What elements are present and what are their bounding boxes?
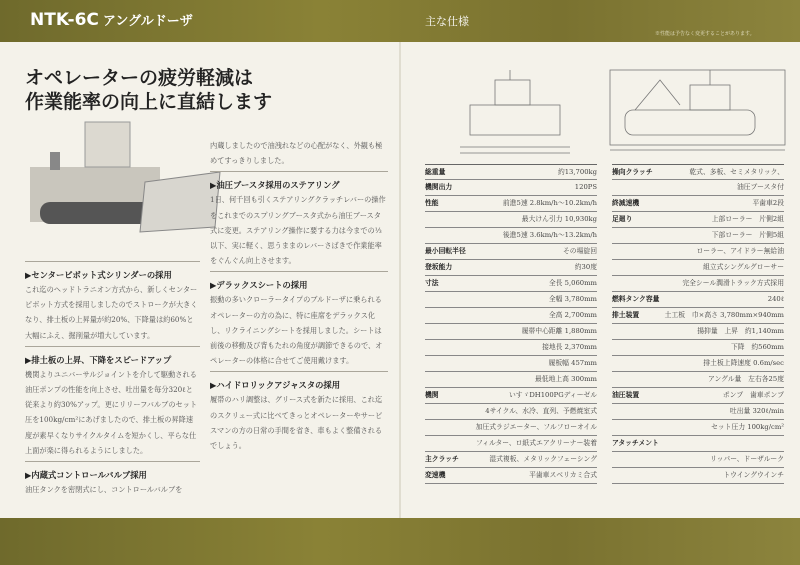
spec-value: 全長 5,060mm	[548, 279, 597, 287]
feature-title: ▶排土板の上昇、下降をスピードアップ	[25, 354, 172, 365]
spec-label: 変速機	[425, 471, 446, 479]
model-title	[30, 10, 193, 30]
spec-value: 前進5速 2.8km/h〜10.2km/h	[502, 199, 597, 207]
spec-label: 排土装置	[612, 311, 640, 319]
feature-body: 油圧タンクを密閉式にし、コントロールバルブを	[25, 485, 183, 495]
spec-label: 登坂能力	[425, 263, 453, 271]
spec-value: 4サイクル、水冷、直列、予燃焼室式	[485, 407, 597, 415]
spec-row	[425, 276, 597, 292]
spec-value: いすゞDH100PGディーゼル	[508, 391, 597, 399]
spec-value: 湿式複板、メタリックフェーシング	[489, 455, 597, 463]
spec-row	[425, 420, 597, 436]
spec-value: ローラー、アイドラー無給油	[696, 247, 784, 255]
spec-row	[425, 404, 597, 420]
feature-section	[25, 261, 200, 343]
headline	[25, 66, 272, 114]
spec-label: 機関	[425, 391, 439, 399]
spec-row	[612, 324, 784, 340]
feature-title: ▶デラックスシートの採用	[210, 280, 308, 291]
feature-section	[210, 371, 388, 453]
model-name: NTK-6C	[30, 10, 99, 30]
page-fold	[399, 42, 401, 518]
feature-section	[210, 271, 388, 368]
spec-row	[612, 356, 784, 372]
spec-row	[612, 340, 784, 356]
spec-value: その場旋回	[563, 247, 597, 255]
spec-row	[612, 212, 784, 228]
features-column-2	[210, 133, 388, 453]
spec-value: 接地長 2,370mm	[542, 343, 597, 351]
spec-value: 吐出量 320ℓ/min	[729, 407, 784, 415]
spec-value: 揚抑量 上昇 約1,140mm	[697, 327, 784, 335]
spec-value: アングル量 左右各25度	[707, 375, 784, 383]
spec-value: 最低地上高 300mm	[534, 375, 597, 383]
feature-title: ▶油圧ブースタ採用のステアリング	[210, 180, 340, 191]
spec-row	[425, 468, 597, 484]
spec-value: 排土板上降速度 0.6m/sec	[703, 359, 784, 367]
spec-table-left	[425, 164, 597, 484]
spec-label: 最小回転半径	[425, 247, 466, 255]
spec-label: アタッチメント	[612, 439, 659, 447]
spec-row	[425, 196, 597, 212]
feature-body: 1日、何千回も引くステアリングクラッチレバーの操作をこれまでのスプリングブースタ式から油圧ブースタ式に変更。ステアリング操作に要する力は今までの⅓以下、実に軽く、思うままのレバーさばきで作業能率をぐんぐん向上させます。	[210, 195, 386, 266]
spec-row	[612, 436, 784, 452]
spec-value: 120PS	[574, 183, 597, 191]
spec-value: 下部ローラー 片側5組	[711, 231, 784, 239]
spec-value: 最大けん引力 10,930kg	[521, 215, 597, 223]
spec-label: 足廻り	[612, 215, 633, 223]
model-subtitle: アングルドーザ	[102, 14, 193, 29]
feature-section	[25, 346, 200, 458]
feature-body: これ迄のヘッドトラニオン方式から、新しくセンターピボット方式を採用しましたのでストロークが大きくなり、排土板の上昇量が約20%、下降量は約60%と大幅にふえ、掘削量が増大しています。	[25, 285, 198, 340]
spec-label: 寸法	[425, 279, 439, 287]
spec-label: 主クラッチ	[425, 455, 459, 463]
spec-value: 組立式シングルグローサー	[703, 263, 784, 271]
feature-section	[210, 171, 388, 268]
spec-row	[612, 244, 784, 260]
spec-label: 総重量	[425, 168, 446, 176]
spec-value: フィルター、ロ紙式エアクリーナー装着	[475, 439, 597, 447]
spec-value: 平歯車スベリカミ合式	[529, 471, 597, 479]
feature-title: ▶内蔵式コントロールバルブ採用	[25, 470, 147, 481]
spec-row	[612, 404, 784, 420]
feature-body: 内蔵しましたので油洩れなどの心配がなく、外観も極めてすっきりしました。	[210, 141, 383, 166]
spec-title: 主な仕様	[425, 15, 469, 28]
spec-row	[425, 324, 597, 340]
spec-label: 性能	[425, 199, 439, 207]
spec-row	[612, 196, 784, 212]
spec-row	[425, 340, 597, 356]
spec-value: 240ℓ	[767, 295, 784, 303]
spec-value: 履板幅 457mm	[548, 359, 597, 367]
spec-value: 乾式、多板、セミメタリック、	[689, 168, 784, 176]
spec-value: リッパー、ドーザルーク	[710, 455, 784, 463]
spec-row	[425, 372, 597, 388]
spec-label: 操向クラッチ	[612, 168, 653, 176]
bulldozer-photo	[30, 112, 230, 247]
spec-value: 下降 約560mm	[730, 343, 784, 351]
spec-row	[425, 244, 597, 260]
spec-row	[612, 180, 784, 196]
feature-body: 履帯のハリ調整は、グリース式を新たに採用、これ迄のスクリュー式に比べてきっとオペレーターやサービスマンの方の日常の手間を省き、車もよく整備されるでしょう。	[210, 395, 383, 451]
spec-label: 油圧装置	[612, 391, 640, 399]
spec-row	[425, 164, 597, 180]
feature-section	[210, 136, 388, 168]
headline-line: 作業能率の向上に直結します	[25, 91, 273, 113]
spec-value: 約13,700kg	[557, 168, 597, 176]
spec-value: 約30度	[574, 263, 597, 271]
spec-value: 後進5速 3.6km/h〜13.2km/h	[502, 231, 597, 239]
feature-body: 振動の多いクローラータイプのブルドーザに乗られるオペレーターの方の為に、特に座席をデラックス化し、リクライニングシートを採用しました。シートは前後の移動及び背もたれの角度が調節できるので、オペレーターの体格に合せてご使用戴けます。	[210, 295, 383, 366]
spec-row	[425, 212, 597, 228]
spec-row	[612, 276, 784, 292]
spec-row	[612, 292, 784, 308]
spec-row	[612, 388, 784, 404]
spec-row	[612, 420, 784, 436]
spec-value: 全幅 3,780mm	[548, 295, 597, 303]
headline-line: オペレーターの疲労軽減は	[25, 67, 254, 89]
feature-title: ▶ハイドロリックアジャスタの採用	[210, 380, 341, 391]
spec-row	[612, 452, 784, 468]
spec-row	[425, 292, 597, 308]
spec-row	[612, 372, 784, 388]
spec-row	[612, 164, 784, 180]
spec-row	[425, 308, 597, 324]
spec-row	[425, 388, 597, 404]
spec-row	[425, 260, 597, 276]
features-column-1	[25, 258, 200, 497]
spec-value: 加圧式ラジエーター、フルフローオイル	[475, 423, 597, 431]
spec-row	[425, 436, 597, 452]
spec-label: 終減速機	[612, 199, 640, 207]
spec-note: ※性能は予告なく変更することがあります。	[655, 31, 755, 37]
spec-row	[425, 452, 597, 468]
spec-row	[612, 228, 784, 244]
spec-value: 土工板 巾×高さ 3,780mm×940mm	[664, 311, 784, 319]
spec-row	[612, 260, 784, 276]
spec-row	[425, 356, 597, 372]
feature-section	[25, 461, 200, 497]
dimension-drawings	[440, 65, 790, 160]
spec-row	[612, 308, 784, 324]
spec-value: 履帯中心距離 1,880mm	[521, 327, 597, 335]
feature-body: 機関よりユニバーサルジョイントを介して駆動される油圧ポンプの性能を向上させ、吐出量を毎分320ℓと従来より約30%アップ。更にリリーフバルブのセット圧を100kg/cm²にあげましたので、排土板の昇降速度が素早くなりサイクルタイムを短かくし、平らな仕上面が楽に得られるようにしました。	[25, 369, 198, 455]
spec-value: 平歯車2段	[752, 199, 784, 207]
spec-value: 全高 2,700mm	[548, 311, 597, 319]
spec-row	[612, 468, 784, 484]
spec-label: 燃料タンク容量	[612, 295, 660, 303]
spec-table-right	[612, 164, 784, 484]
spec-value: 上部ローラー 片側2組	[711, 215, 784, 223]
feature-title: ▶センターピボット式シリンダーの採用	[25, 270, 172, 280]
spec-value: トウイングウインチ	[723, 471, 784, 479]
spec-row	[425, 180, 597, 196]
spec-row	[425, 228, 597, 244]
spec-value: 完全シール潤滑トラック方式採用	[682, 279, 784, 287]
spec-value: セット圧力 100kg/cm²	[711, 423, 784, 431]
spec-value: 油圧ブースタ付	[736, 183, 784, 191]
spec-value: ポンプ 歯車ポンプ	[722, 391, 784, 399]
footer-band	[0, 518, 800, 565]
spec-label: 機関出力	[425, 183, 453, 191]
